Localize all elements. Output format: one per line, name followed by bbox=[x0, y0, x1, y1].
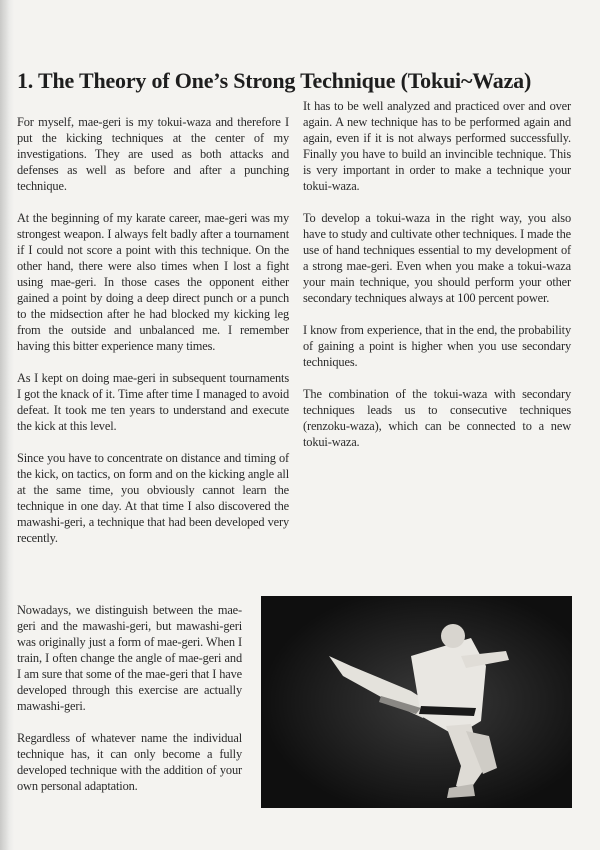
bottom-left-column bbox=[17, 602, 242, 810]
page-binding-shadow bbox=[0, 0, 14, 850]
paragraph: For myself, mae-geri is my tokui-waza and therefore I put the kicking techniques at the center of my investigations. They are used as both attacks and defenses as well as before and after a punching technique. bbox=[17, 115, 289, 193]
paragraph: To develop a tokui-waza in the right way, you also have to study and cultivate other techniques. I made the use of hand techniques essential to my development of a strong mae-geri. Even when you make a tokui-waza your main technique, you should perform your other secondary techniques always at 100 percent power. bbox=[303, 211, 571, 305]
paragraph: At the beginning of my karate career, mae-geri was my strongest weapon. I always felt badly after a tournament if I could not score a point with this technique. On the other hand, there were also times when I lost a fight using mae-geri. In those cases the opponent either gained a point by doing a deep direct punch or a punch to the midsection after he had blocked my kicking leg from the outside and unbalanced me. I remember having this bitter experience many times. bbox=[17, 211, 289, 353]
page-title: 1. The Theory of One’s Strong Technique (Tokui~Waza) bbox=[17, 68, 532, 93]
paragraph: Since you have to concentrate on distance and timing of the kick, on tactics, on form and on the kicking angle all at the same time, you obviously cannot learn the technique in one day. At that time I also discovered the mawashi-geri, a technique that had been developed very recently. bbox=[17, 451, 289, 545]
left-column bbox=[17, 114, 289, 562]
karate-figure-illustration bbox=[261, 596, 572, 808]
paragraph: I know from experience, that in the end, the probability of gaining a point is higher when you use secondary techniques. bbox=[303, 323, 571, 369]
paragraph: Nowadays, we distinguish between the mae-geri and the mawashi-geri, but mawashi-geri was originally just a form of mae-geri. When I train, I often change the angle of mae-geri and I am sure that some of the mae-geri that I have developed through this exercise are actually mawashi-geri. bbox=[17, 603, 242, 713]
karate-kick-photo bbox=[261, 596, 572, 808]
paragraph: Regardless of whatever name the individual technique has, it can only become a fully developed technique with the addition of your own personal adaptation. bbox=[17, 731, 242, 793]
paragraph: The combination of the tokui-waza with secondary techniques leads us to consecutive techniques (renzoku-waza), which can be connected to a new tokui-waza. bbox=[303, 387, 571, 449]
paragraph: As I kept on doing mae-geri in subsequent tournaments I got the knack of it. Time after time I managed to avoid defeat. It took me ten years to understand and execute the kick at this level. bbox=[17, 371, 289, 433]
right-column bbox=[303, 98, 571, 466]
paragraph: It has to be well analyzed and practiced over and over again. A new technique has to be performed again and again, even if it is not always performed successfully. Finally you have to build an invincible technique. This is very important in order to make a technique your tokui-waza. bbox=[303, 99, 571, 193]
